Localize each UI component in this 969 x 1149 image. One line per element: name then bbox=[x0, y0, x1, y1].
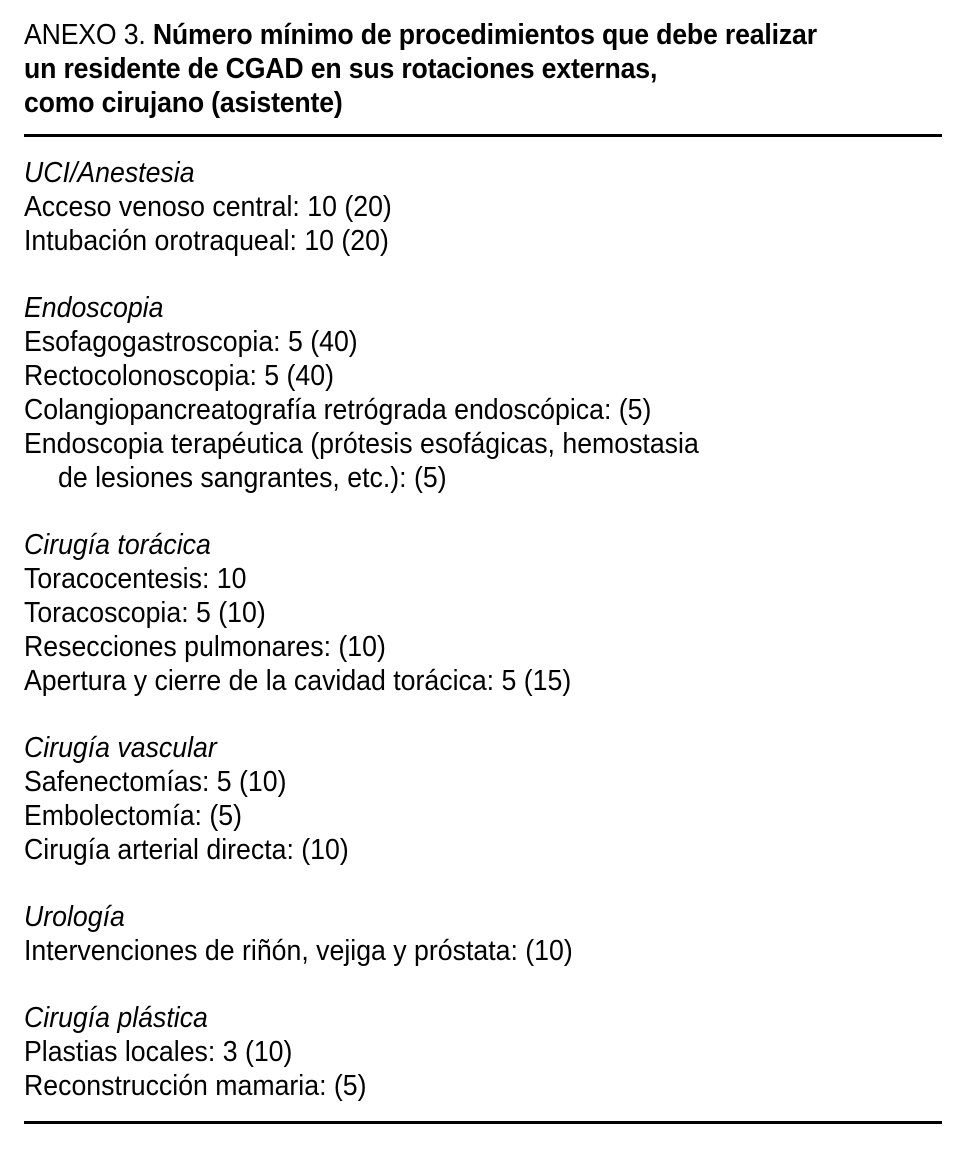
annex-title-line-3: como cirujano (asistente) bbox=[24, 87, 343, 119]
list-item: Apertura y cierre de la cavidad torácica: 5 (15) bbox=[24, 665, 572, 697]
list-item: Safenectomías: 5 (10) bbox=[24, 766, 287, 798]
annex-label: ANEXO 3. bbox=[24, 19, 146, 51]
list-item: Intervenciones de riñón, vejiga y próstata: (10) bbox=[24, 935, 573, 967]
section-endoscopia bbox=[24, 291, 869, 495]
list-item: Plastias locales: 3 (10) bbox=[24, 1036, 293, 1068]
section-uci-anestesia bbox=[24, 156, 869, 258]
list-item: Colangiopancreatografía retrógrada endoscópica: (5) bbox=[24, 394, 652, 426]
section-title: UCI/Anestesia bbox=[24, 157, 195, 189]
section-title: Urología bbox=[24, 901, 125, 933]
section-urologia bbox=[24, 900, 869, 968]
list-item: Intubación orotraqueal: 10 (20) bbox=[24, 225, 389, 257]
list-item: Rectocolonoscopia: 5 (40) bbox=[24, 360, 334, 392]
list-item: Cirugía arterial directa: (10) bbox=[24, 834, 349, 866]
list-item: Resecciones pulmonares: (10) bbox=[24, 631, 386, 663]
list-item: Acceso venoso central: 10 (20) bbox=[24, 191, 392, 223]
section-cirugia-toracica bbox=[24, 528, 869, 698]
list-item-text: Endoscopia terapéutica (prótesis esofágicas, hemostasia bbox=[24, 428, 699, 460]
bottom-rule bbox=[24, 1121, 942, 1124]
annex-title-line-1: Número mínimo de procedimientos que debe realizar bbox=[152, 19, 817, 51]
section-cirugia-vascular bbox=[24, 731, 869, 867]
section-title: Endoscopia bbox=[24, 292, 164, 324]
list-item: Toracocentesis: 10 bbox=[24, 563, 247, 595]
top-rule bbox=[24, 134, 942, 137]
list-item-continuation: de lesiones sangrantes, etc.): (5) bbox=[58, 462, 447, 494]
section-cirugia-plastica bbox=[24, 1001, 869, 1103]
section-title: Cirugía plástica bbox=[24, 1002, 208, 1034]
list-item: Toracoscopia: 5 (10) bbox=[24, 597, 266, 629]
list-item: Reconstrucción mamaria: (5) bbox=[24, 1070, 367, 1102]
annex-title bbox=[24, 18, 944, 120]
section-title: Cirugía vascular bbox=[24, 732, 217, 764]
list-item bbox=[24, 427, 869, 495]
annex-title-line-2: un residente de CGAD en sus rotaciones externas, bbox=[24, 53, 658, 85]
list-item: Embolectomía: (5) bbox=[24, 800, 242, 832]
procedure-list bbox=[24, 156, 869, 1136]
section-title: Cirugía torácica bbox=[24, 529, 211, 561]
list-item: Esofagogastroscopia: 5 (40) bbox=[24, 326, 358, 358]
